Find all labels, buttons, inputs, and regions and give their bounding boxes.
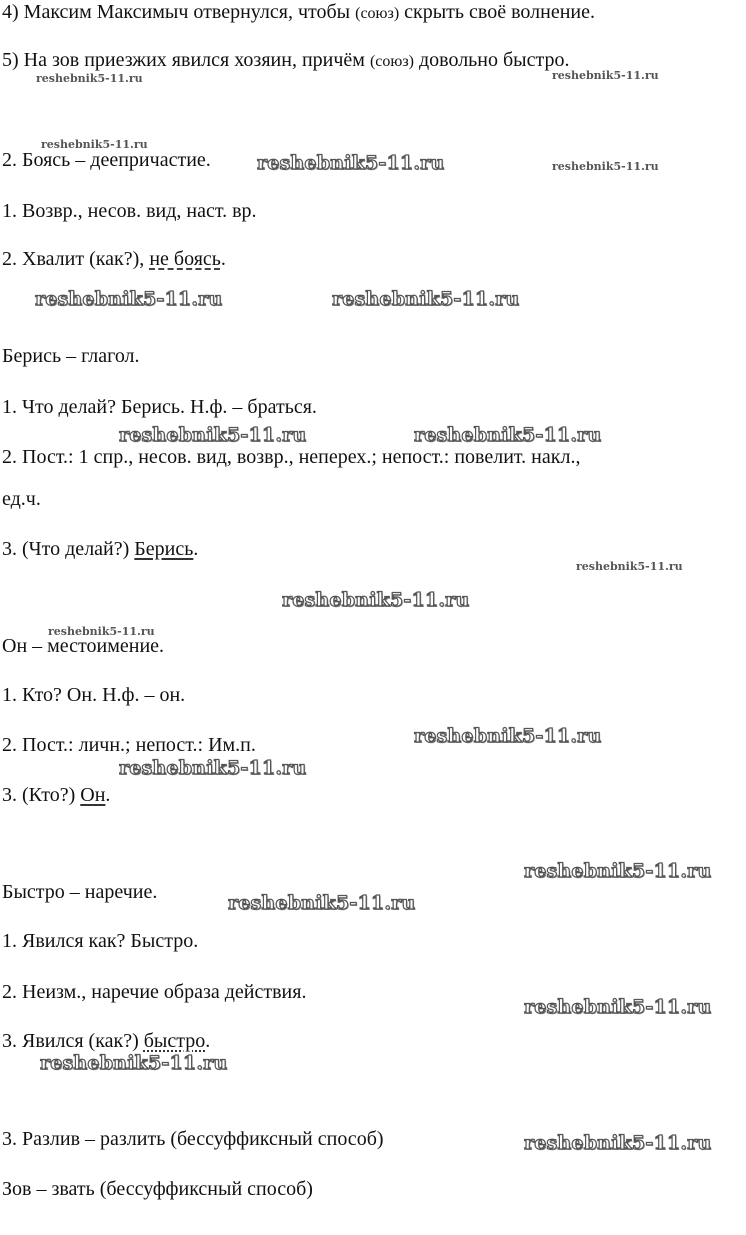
- bystro-item-1: 1. Явился как? Быстро.: [2, 930, 199, 952]
- watermark: reshebnik5-11.ru: [552, 69, 659, 82]
- bystro-item-2: 2. Неизм., наречие образа действия.: [2, 981, 307, 1003]
- watermark: reshebnik5-11.ru: [228, 892, 416, 914]
- watermark: reshebnik5-11.ru: [257, 152, 445, 174]
- boyas-item-1: 1. Возвр., несов. вид, наст. вр.: [2, 200, 257, 222]
- word-formation-zov: Зов – звать (бессуффиксный способ): [2, 1178, 313, 1200]
- watermark: reshebnik5-11.ru: [41, 138, 148, 151]
- beris-item-2-continued: ед.ч.: [2, 488, 41, 510]
- bystro-item-3-start: 3. Явился (как?): [2, 1030, 144, 1052]
- watermark: reshebnik5-11.ru: [48, 625, 155, 638]
- watermark: reshebnik5-11.ru: [332, 288, 520, 310]
- watermark: reshebnik5-11.ru: [552, 160, 659, 173]
- heading-beris: Берись – глагол.: [2, 345, 140, 367]
- on-item-3: [2, 783, 110, 807]
- bystro-item-3-end: .: [205, 1030, 211, 1052]
- beris-item-2: 2. Пост.: 1 спр., несов. вид, возвр., неперех.; непост.: повелит. накл.,: [2, 446, 581, 468]
- watermark: reshebnik5-11.ru: [524, 996, 712, 1018]
- sentence-4-end: скрыть своё волнение.: [399, 1, 595, 23]
- sentence-4-start: 4) Максим Максимыч отвернулся, чтобы: [2, 1, 356, 23]
- beris-item-3-end: .: [193, 538, 199, 560]
- conjunction-tag: (союз): [369, 53, 414, 70]
- beris-item-3-start: 3. (Что делай?): [2, 538, 135, 560]
- watermark: reshebnik5-11.ru: [119, 424, 307, 446]
- underlined-word: быстро: [143, 1030, 206, 1052]
- underlined-word: Берись: [134, 538, 194, 560]
- beris-item-1: 1. Что делай? Берись. Н.ф. – браться.: [2, 396, 317, 418]
- beris-item-3: [2, 537, 198, 561]
- heading-bystro: Быстро – наречие.: [2, 881, 158, 903]
- sentence-5-start: 5) На зов приезжих явился хозяин, причём: [2, 49, 370, 71]
- heading-on: Он – местоимение.: [2, 635, 165, 657]
- watermark: reshebnik5-11.ru: [119, 757, 307, 779]
- watermark: reshebnik5-11.ru: [282, 589, 470, 611]
- underlined-word: Он: [80, 784, 106, 806]
- boyas-item-2-end: .: [220, 248, 226, 270]
- on-item-1: 1. Кто? Он. Н.ф. – он.: [2, 684, 186, 706]
- on-item-3-end: .: [105, 784, 111, 806]
- bystro-item-3: [2, 1029, 210, 1053]
- watermark: reshebnik5-11.ru: [35, 288, 223, 310]
- watermark: reshebnik5-11.ru: [414, 424, 602, 446]
- on-item-2: 2. Пост.: личн.; непост.: Им.п.: [2, 734, 256, 756]
- on-item-3-start: 3. (Кто?): [2, 784, 81, 806]
- conjunction-tag: (союз): [355, 5, 400, 22]
- boyas-item-2: [2, 247, 226, 271]
- sentence-5: [2, 48, 569, 74]
- watermark: reshebnik5-11.ru: [576, 560, 683, 573]
- watermark: reshebnik5-11.ru: [414, 725, 602, 747]
- heading-boyas: 2. Боясь – деепричастие.: [2, 149, 211, 171]
- watermark: reshebnik5-11.ru: [36, 72, 143, 85]
- sentence-5-end: довольно быстро.: [413, 49, 570, 71]
- watermark: reshebnik5-11.ru: [524, 860, 712, 882]
- word-formation-razliv: 3. Разлив – разлить (бессуффиксный способ): [2, 1128, 384, 1150]
- watermark: reshebnik5-11.ru: [524, 1132, 712, 1154]
- sentence-4: [2, 0, 595, 26]
- underlined-word: не боясь: [149, 248, 221, 270]
- boyas-item-2-start: 2. Хвалит (как?),: [2, 248, 150, 270]
- watermark: reshebnik5-11.ru: [40, 1052, 228, 1074]
